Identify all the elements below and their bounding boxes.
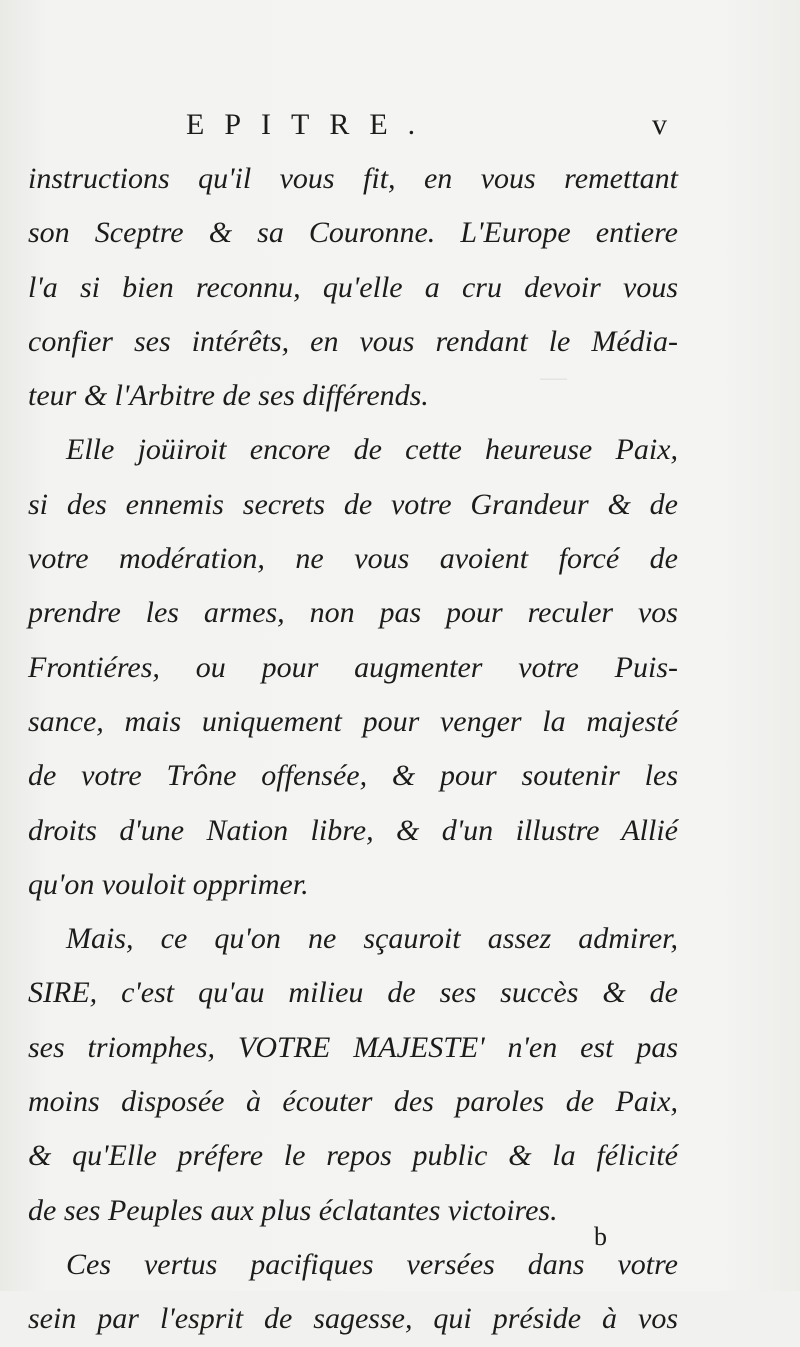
running-head	[0, 108, 800, 148]
text-line: Mais, ce qu'on ne sçauroit assez admirer,	[66, 922, 678, 956]
text-line: Ces vertus pacifiques versées dans votre	[66, 1247, 678, 1281]
text-line: teur & l'Arbitre de ses différends.	[28, 379, 429, 413]
body-text	[28, 152, 678, 1347]
text-line: qu'on vouloit opprimer.	[28, 867, 309, 901]
text-line: ses triomphes, VOTRE MAJESTE' n'en est pas	[28, 1030, 678, 1064]
text-line: instructions qu'il vous fit, en vous remettant	[28, 162, 678, 195]
text-line: & qu'Elle préfere le repos public & la félicité	[28, 1139, 678, 1173]
text-line: votre modération, ne vous avoient forcé de	[28, 542, 678, 576]
text-line: Frontiéres, ou pour augmenter votre Puis-	[28, 650, 678, 684]
text-line: droits d'une Nation libre, & d'un illustre Allié	[28, 813, 678, 847]
text-line: Elle joüiroit encore de cette heureuse Paix,	[66, 433, 678, 467]
signature-mark: b	[594, 1222, 607, 1251]
text-line: son Sceptre & sa Couronne. L'Europe entiere	[28, 216, 678, 250]
text-line: sein par l'esprit de sagesse, qui préside à vos	[28, 1302, 678, 1336]
text-line: de ses Peuples aux plus éclatantes victoires.	[28, 1193, 558, 1227]
running-title: EPITRE.	[186, 108, 436, 141]
text-line: l'a si bien reconnu, qu'elle a cru devoir vous	[28, 270, 678, 304]
text-line: confier ses intérêts, en vous rendant le Média-	[28, 324, 678, 358]
text-line: SIRE, c'est qu'au milieu de ses succès & de	[28, 976, 678, 1010]
text-line: si des ennemis secrets de votre Grandeur & de	[28, 487, 678, 521]
text-line: moins disposée à écouter des paroles de Paix,	[28, 1085, 678, 1119]
text-line: de votre Trône offensée, & pour soutenir les	[28, 759, 678, 793]
text-line: prendre les armes, non pas pour reculer vos	[28, 596, 678, 630]
show-through-text: —	[540, 360, 567, 393]
text-line: sance, mais uniquement pour venger la majesté	[28, 704, 678, 738]
page-number: v	[652, 108, 667, 141]
